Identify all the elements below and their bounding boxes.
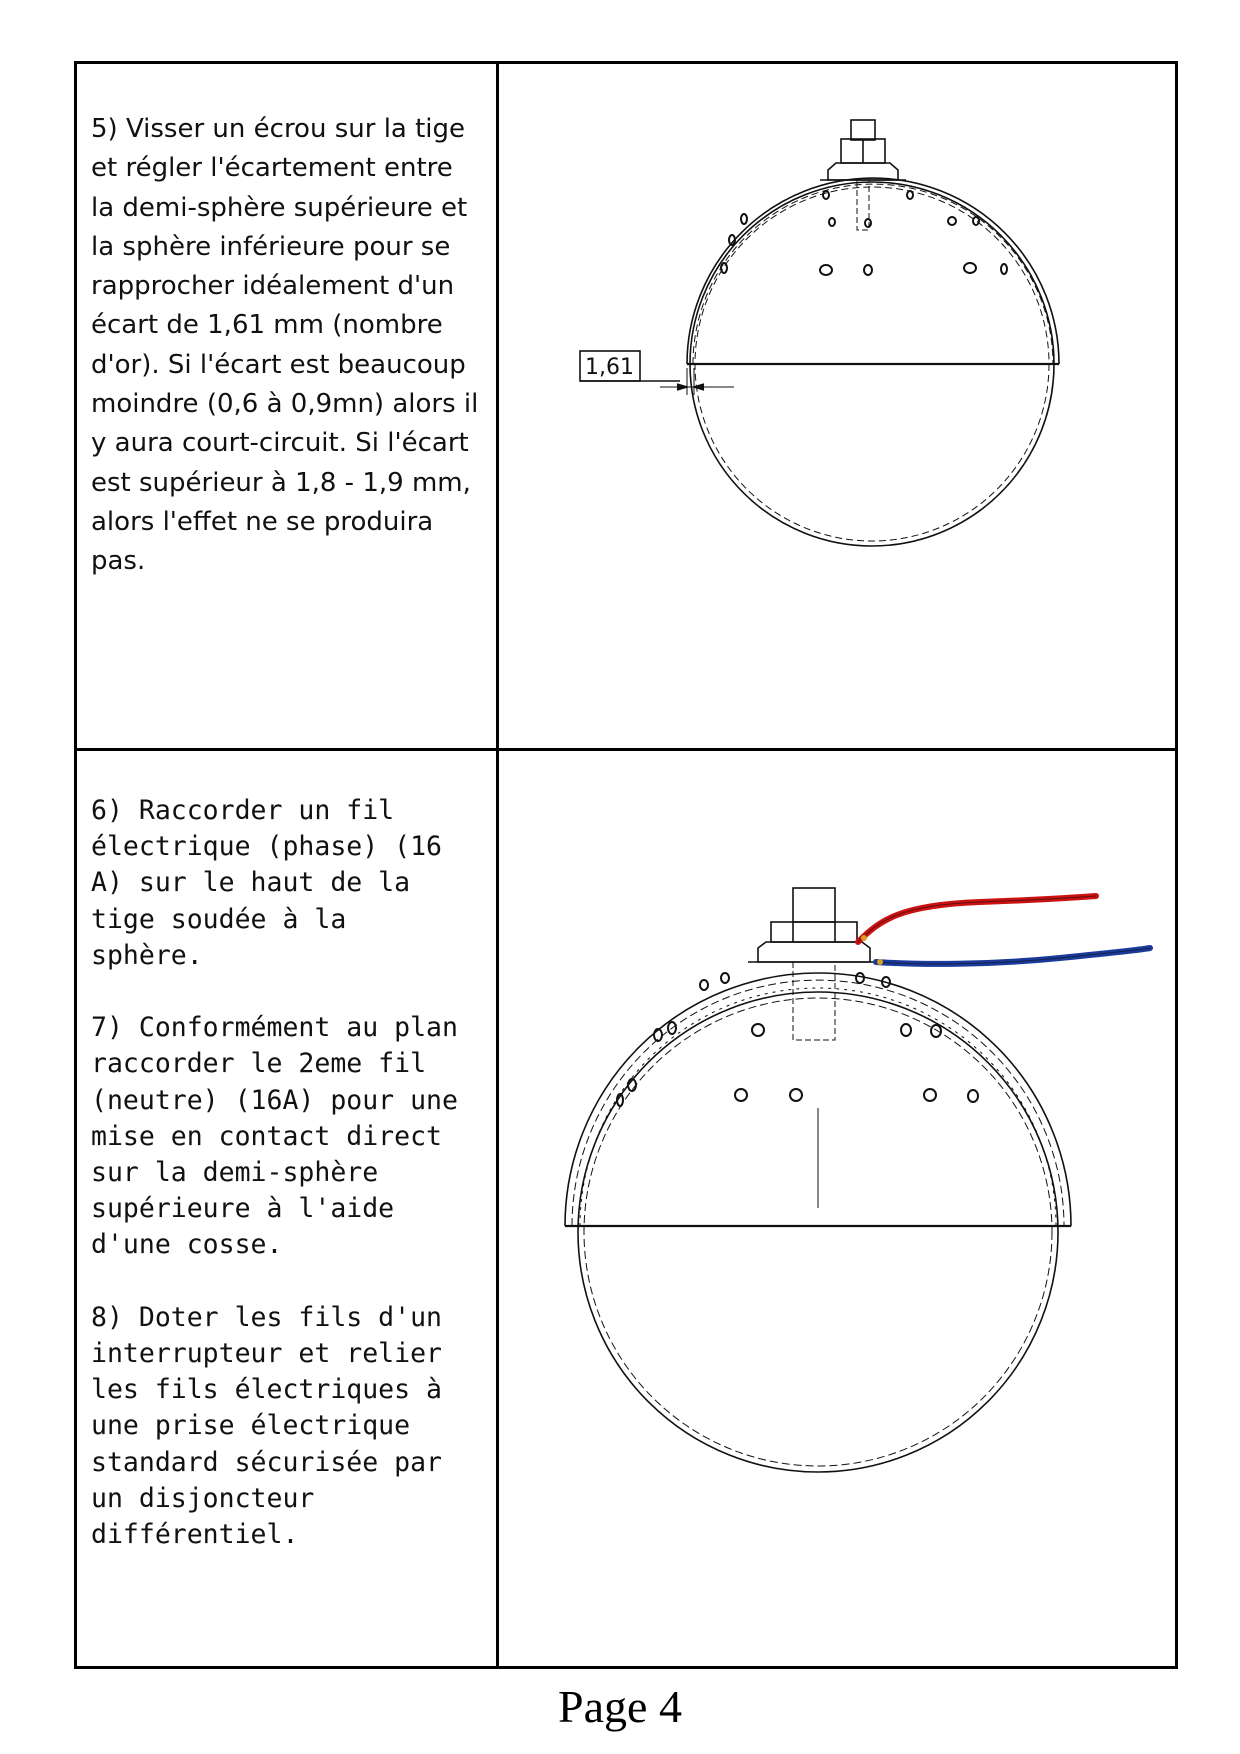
page-number: Page 4 <box>558 1681 682 1732</box>
step-5-instructions: 5) Visser un écrou sur la tige et régler l'écartement entre la demi-sphère supérieure et la sphère inférieure pour se rapprocher idéalement d'un écart de 1,61 mm (nombre d'or). Si l'écart est beaucoup moindre (0,6 à 0,9mn) alors il y aura court-circuit. Si l'écart est supérieur à 1,8 - 1,9 mm, alors l'effet ne se produira pas. <box>91 114 479 577</box>
gap-dimension-label: 1,61 <box>585 355 634 380</box>
phase-wire <box>858 896 1096 942</box>
steps-6-7-8-instructions: 6) Raccorder un fil électrique (phase) (16 A) sur le haut de la tige soudée à la sphère. 7) Conformément au plan raccorder le 2eme fil (neutre) (16A) pour une mise en contact direct sur la demi-sphère supérieure à l'aide d'une cosse. 8) Doter les fils d'un interrupteur et relier les fils électriques à une prise électrique standard sécurisée par un disjoncteur différentiel. <box>91 795 458 1551</box>
sphere-wiring-drawing <box>499 751 1175 1666</box>
sphere-gap-drawing <box>499 64 1175 748</box>
